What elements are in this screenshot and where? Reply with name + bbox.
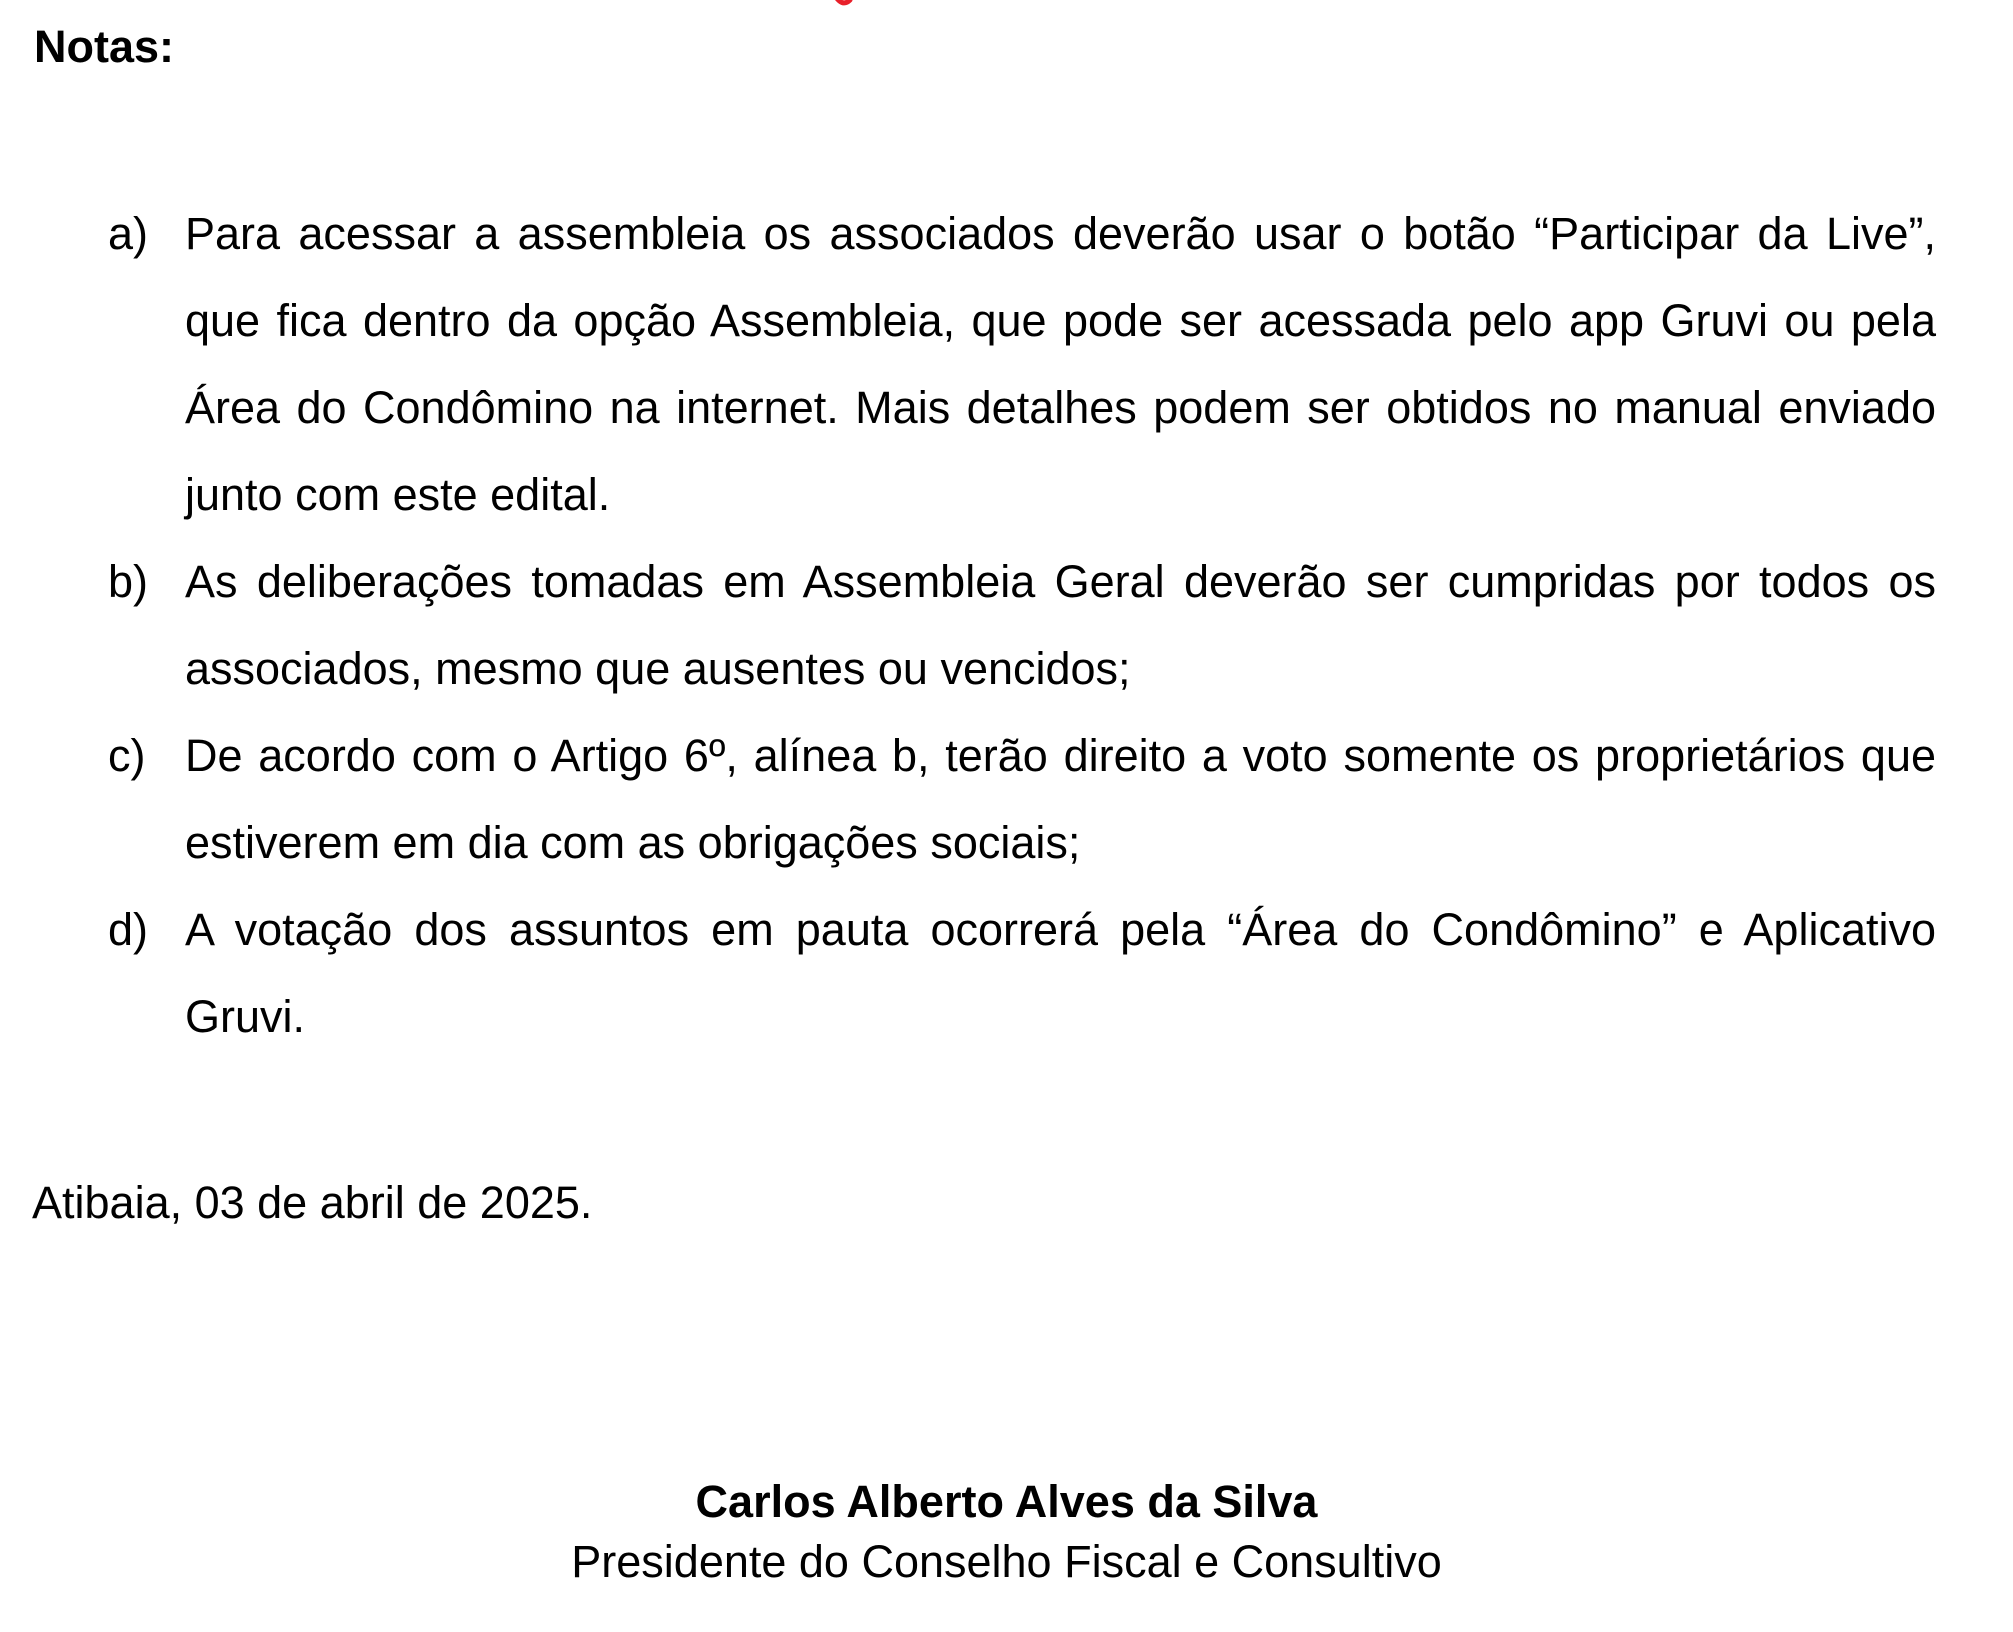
- note-text: Para acessar a assembleia os associados deverão usar o botão “Participar da Live”, que fica dentro da opção Assembleia, que pode ser acessada pelo app Gruvi ou pela Área do Condômino na internet. Mais detalhes podem ser obtidos no manual enviado junto com este edital.: [185, 208, 1936, 520]
- note-marker: b): [108, 556, 149, 607]
- note-item-c: [108, 712, 1936, 886]
- note-item-b: [108, 538, 1936, 712]
- signer-role: Presidente do Conselho Fiscal e Consultivo: [571, 1536, 1442, 1587]
- note-text: A votação dos assuntos em pauta ocorrerá pela “Área do Condômino” e Aplicativo Gruvi.: [185, 904, 1936, 1042]
- note-marker: c): [108, 730, 146, 781]
- signature-block: [0, 1472, 2013, 1592]
- note-item-d: [108, 886, 1936, 1060]
- note-item-a: [108, 190, 1936, 538]
- note-marker: a): [108, 208, 149, 259]
- cropped-header-fragment: [832, 0, 982, 8]
- signer-name: Carlos Alberto Alves da Silva: [695, 1476, 1318, 1527]
- note-marker: d): [108, 904, 149, 955]
- notes-list: [108, 190, 1936, 1060]
- notes-title: Notas:: [34, 21, 175, 72]
- note-text: De acordo com o Artigo 6º, alínea b, terão direito a voto somente os proprietários que estiverem em dia com as obrigações sociais;: [185, 730, 1936, 868]
- note-text: As deliberações tomadas em Assembleia Geral deverão ser cumpridas por todos os associados, mesmo que ausentes ou vencidos;: [185, 556, 1936, 694]
- place-and-date: Atibaia, 03 de abril de 2025.: [32, 1177, 593, 1228]
